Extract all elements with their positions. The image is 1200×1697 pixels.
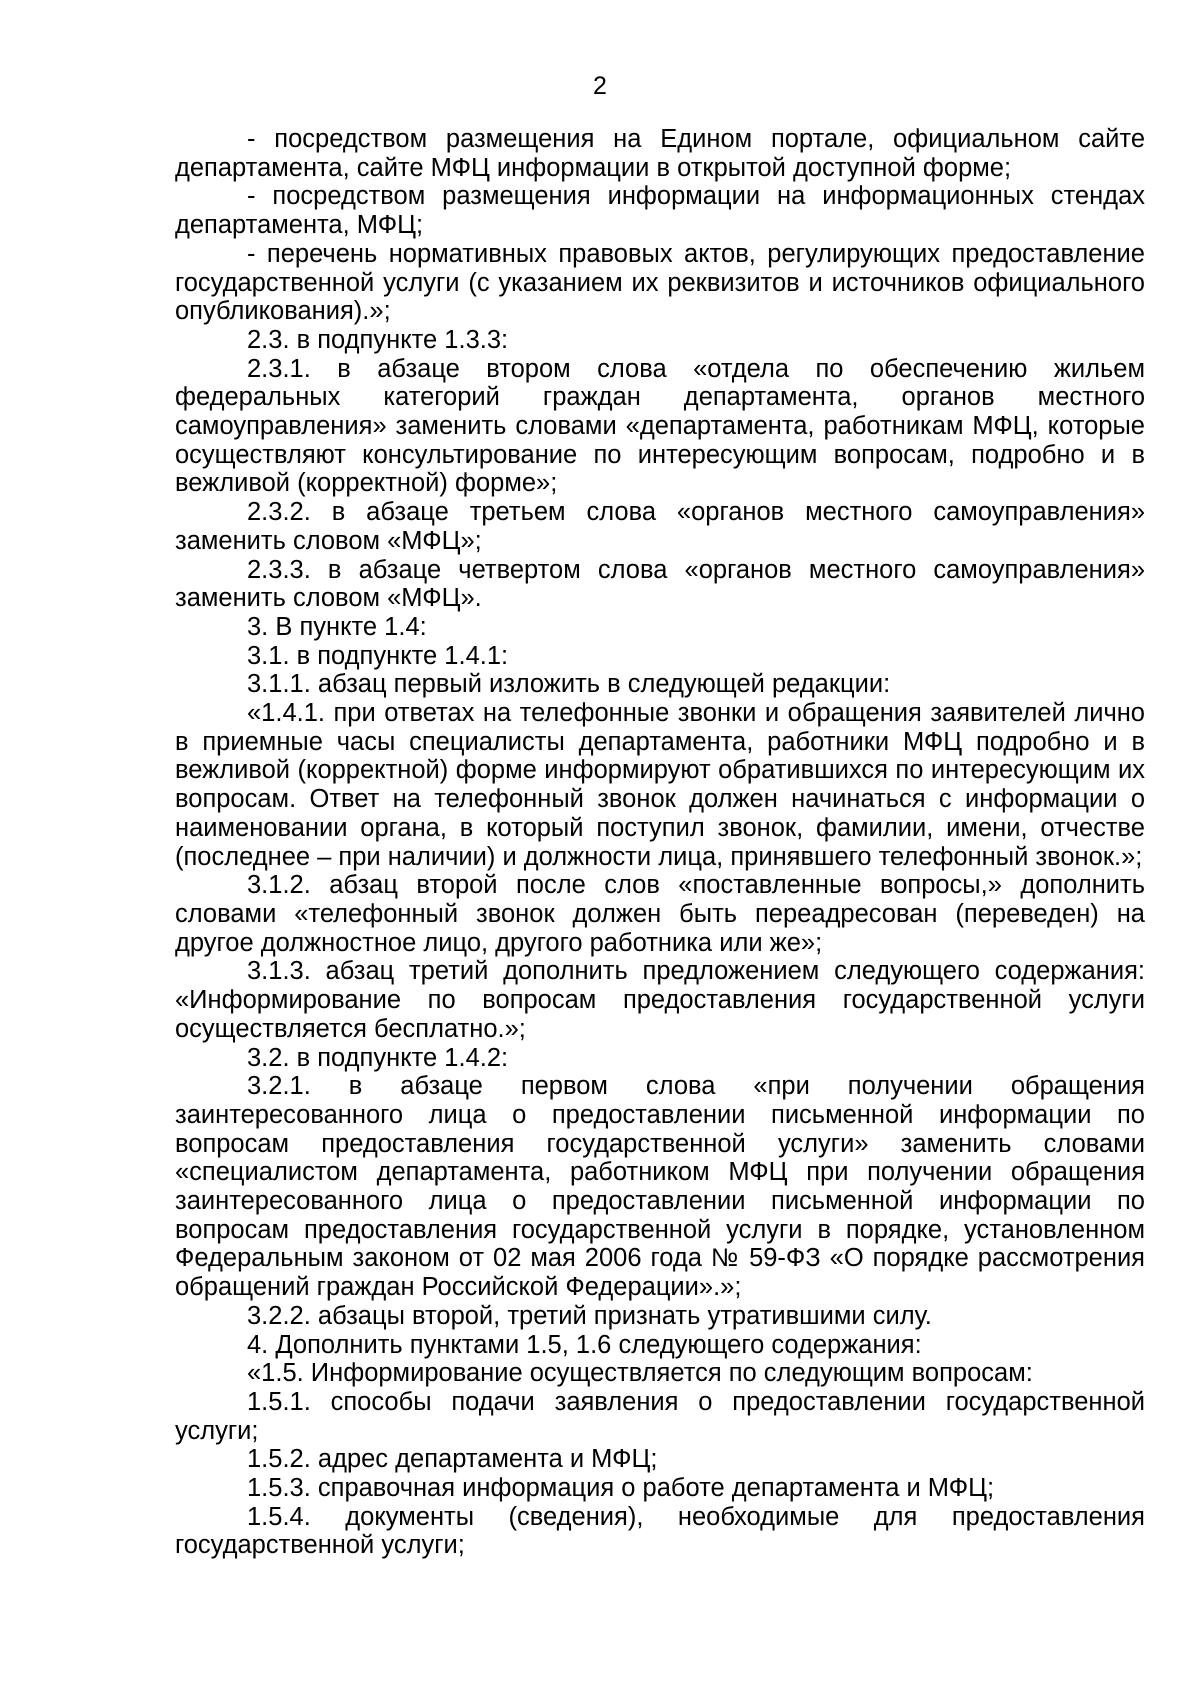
paragraph: - посредством размещения информации на информационных стендах департамента, МФЦ; <box>175 182 1145 240</box>
paragraph: 2.3.3. в абзаце четвертом слова «органов местного самоуправления» заменить словом «МФЦ». <box>175 555 1145 613</box>
page-number: 2 <box>593 72 607 100</box>
paragraph: 3.1.3. абзац третий дополнить предложением следующего содержания: «Информирование по вопросам предоставления государственной услуги осуществляется бесплатно.»; <box>175 957 1145 1043</box>
paragraph: 1.5.3. справочная информация о работе департамента и МФЦ; <box>247 1474 995 1503</box>
paragraph: «1.5. Информирование осуществляется по следующим вопросам: <box>247 1359 1033 1388</box>
document-body <box>175 125 1145 1560</box>
paragraph: 1.5.1. способы подачи заявления о предоставлении государственной услуги; <box>175 1387 1145 1445</box>
paragraph: «1.4.1. при ответах на телефонные звонки и обращения заявителей лично в приемные часы специалисты департамента, работники МФЦ подробно и в вежливой (корректной) форме информируют обратившихся по интересующим их вопросам. Ответ на телефонный звонок должен начинаться с информации о наименовании органа, в который поступил звонок, фамилии, имени, отчестве (последнее – при наличии) и должности лица, принявшего телефонный звонок.»; <box>175 699 1145 871</box>
paragraph: 3.1. в подпункте 1.4.1: <box>247 641 509 670</box>
paragraph: 4. Дополнить пунктами 1.5, 1.6 следующего содержания: <box>247 1330 922 1359</box>
paragraph: - посредством размещения на Едином портале, официальном сайте департамента, сайте МФЦ информации в открытой доступной форме; <box>175 125 1145 182</box>
paragraph: 2.3.1. в абзаце втором слова «отдела по обеспечению жильем федеральных категорий граждан департамента, органов местного самоуправления» заменить словами «департамента, работникам МФЦ, которые осуществляют консультирование по интересующим вопросам, подробно и в вежливой (корректной) форме»; <box>175 354 1145 498</box>
paragraph: 3.2.2. абзацы второй, третий признать утратившими силу. <box>247 1301 932 1330</box>
paragraph: 3.1.2. абзац второй после слов «поставленные вопросы,» дополнить словами «телефонный звонок должен быть переадресован (переведен) на другое должностное лицо, другого работника или же»; <box>175 871 1145 957</box>
paragraph: 2.3.2. в абзаце третьем слова «органов местного самоуправления» заменить словом «МФЦ»; <box>175 498 1145 555</box>
paragraph: 3.1.1. абзац первый изложить в следующей редакции: <box>247 670 891 699</box>
paragraph: 3. В пункте 1.4: <box>247 612 427 641</box>
paragraph: 1.5.2. адрес департамента и МФЦ; <box>247 1445 658 1474</box>
paragraph: 1.5.4. документы (сведения), необходимые для предоставления государственной услуги; <box>175 1502 1145 1560</box>
paragraph: 3.2. в подпункте 1.4.2: <box>247 1043 509 1072</box>
paragraph: 2.3. в подпункте 1.3.3: <box>247 325 509 354</box>
paragraph: - перечень нормативных правовых актов, регулирующих предоставление государственной услуги (с указанием их реквизитов и источников официального опубликования).»; <box>175 239 1145 326</box>
paragraph: 3.2.1. в абзаце первом слова «при получении обращения заинтересованного лица о предоставлении письменной информации по вопросам предоставления государственной услуги» заменить словами «специалистом департамента, работником МФЦ при получении обращения заинтересованного лица о предоставлении письменной информации по вопросам предоставления государственной услуги в порядке, установленном Федеральным законом от 02 мая 2006 года № 59-ФЗ «О порядке рассмотрения обращений граждан Российской Федерации».»; <box>175 1072 1145 1302</box>
